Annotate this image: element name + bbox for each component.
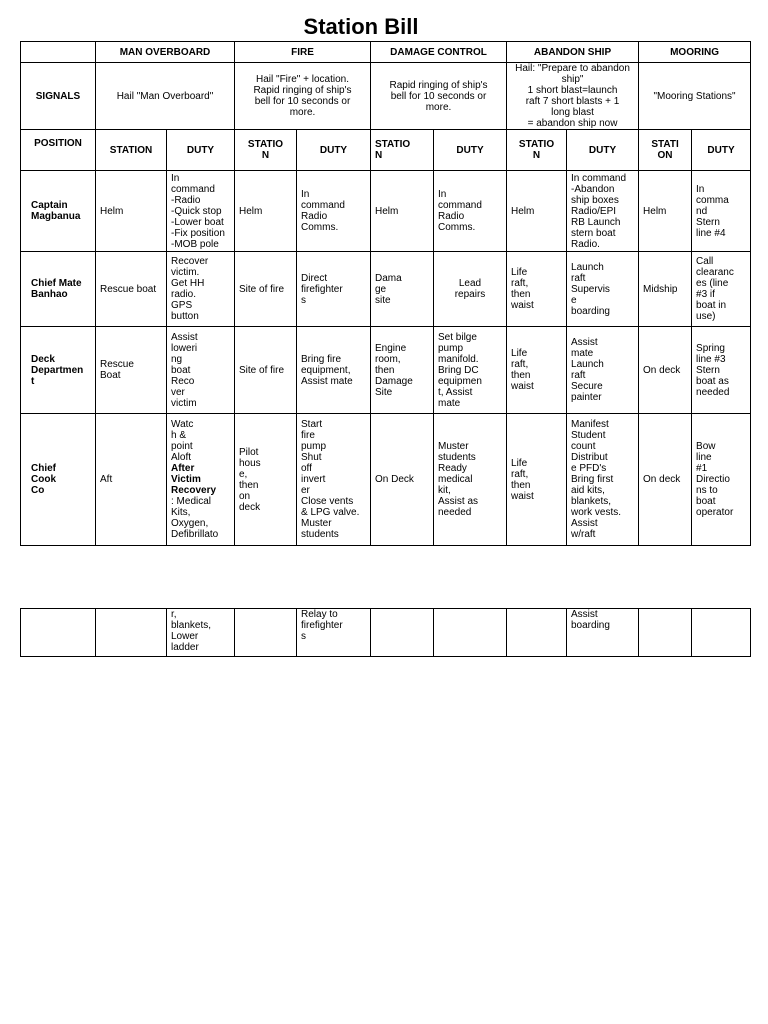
- dc-duty-cell: Muster students Ready medical kit, Assist as needed: [434, 414, 507, 546]
- signal-mooring: "Mooring Stations": [639, 63, 751, 130]
- moor-station-cell: Helm: [639, 171, 692, 252]
- position-header-row: [21, 130, 751, 171]
- position-chief-cook: Chief Cook Co: [21, 414, 96, 546]
- moor-station-header: STATI ON: [639, 130, 692, 171]
- dc-station-cell: Helm: [371, 171, 434, 252]
- dc-station-cell: Dama ge site: [371, 252, 434, 327]
- header-mooring: MOORING: [639, 42, 751, 63]
- as-duty-cell: Assist mate Launch raft Secure painter: [567, 327, 639, 414]
- empty-cell: [21, 609, 96, 657]
- page-title: Station Bill: [303, 14, 419, 39]
- empty-cell: [507, 609, 567, 657]
- fire-duty-cell: In command Radio Comms.: [297, 171, 371, 252]
- dc-duty-cell: In command Radio Comms.: [434, 171, 507, 252]
- dc-station-cell: Engine room, then Damage Site: [371, 327, 434, 414]
- mob-duty-part-a: Watc h & point Aloft: [171, 419, 194, 463]
- column-header-row: [21, 42, 751, 63]
- signal-man-overboard: Hail "Man Overboard": [96, 63, 235, 130]
- header-fire: FIRE: [235, 42, 371, 63]
- mob-duty-cell: In command -Radio -Quick stop -Lower boat -Fix position -MOB pole: [167, 171, 235, 252]
- mob-duty-continued: r, blankets, Lower ladder: [167, 609, 235, 657]
- mob-duty-cell: [167, 414, 235, 546]
- empty-cell: [235, 609, 297, 657]
- empty-cell: [639, 609, 692, 657]
- station-bill-table: [20, 41, 751, 546]
- signal-abandon-ship: Hail: "Prepare to abandon ship" 1 short blast=launch raft 7 short blasts + 1 long blast = abandon ship now: [507, 63, 639, 130]
- as-station-cell: Life raft, then waist: [507, 252, 567, 327]
- fire-duty-continued: Relay to firefighter s: [297, 609, 371, 657]
- empty-cell: [692, 609, 751, 657]
- as-station-header: STATIO N: [507, 130, 567, 171]
- as-duty-header: DUTY: [567, 130, 639, 171]
- mob-station-cell: Helm: [96, 171, 167, 252]
- moor-duty-cell: Spring line #3 Stern boat as needed: [692, 327, 751, 414]
- fire-duty-cell: Bring fire equipment, Assist mate: [297, 327, 371, 414]
- header-abandon-ship: ABANDON SHIP: [507, 42, 639, 63]
- table-row: [21, 171, 751, 252]
- moor-station-cell: On deck: [639, 327, 692, 414]
- continuation-table: [20, 608, 751, 657]
- position-captain: Captain Magbanua: [21, 171, 96, 252]
- signals-row: [21, 63, 751, 130]
- fire-station-cell: Site of fire: [235, 327, 297, 414]
- as-duty-cell: In command -Abandon ship boxes Radio/EPI RB Launch stern boat Radio.: [567, 171, 639, 252]
- dc-duty-cell: Lead repairs: [434, 252, 507, 327]
- mob-station-cell: Rescue boat: [96, 252, 167, 327]
- mob-station-header: STATION: [96, 130, 167, 171]
- header-man-overboard: MAN OVERBOARD: [96, 42, 235, 63]
- continuation-row: [21, 609, 751, 657]
- moor-station-cell: On deck: [639, 414, 692, 546]
- mob-duty-part-c: : Medical Kits, Oxygen, Defibrillato: [171, 496, 219, 540]
- corner-cell: [21, 42, 96, 63]
- position-deck-department: Deck Departmen t: [21, 327, 96, 414]
- fire-station-cell: Site of fire: [235, 252, 297, 327]
- fire-station-cell: Helm: [235, 171, 297, 252]
- moor-duty-cell: Call clearanc es (line #3 if boat in use): [692, 252, 751, 327]
- signal-damage-control: Rapid ringing of ship's bell for 10 seconds or more.: [371, 63, 507, 130]
- moor-duty-header: DUTY: [692, 130, 751, 171]
- mob-station-cell: Rescue Boat: [96, 327, 167, 414]
- signal-fire: Hail "Fire" + location. Rapid ringing of ship's bell for 10 seconds or more.: [235, 63, 371, 130]
- moor-station-cell: Midship: [639, 252, 692, 327]
- position-chief-mate: Chief Mate Banhao: [21, 252, 96, 327]
- fire-duty-header: DUTY: [297, 130, 371, 171]
- mob-duty-part-b: After Victim Recovery: [171, 463, 217, 496]
- signals-label: SIGNALS: [21, 63, 96, 130]
- as-station-cell: Helm: [507, 171, 567, 252]
- mob-duty-cell: Assist loweri ng boat Reco ver victim: [167, 327, 235, 414]
- table-row: [21, 414, 751, 546]
- as-duty-cell: Manifest Student count Distribut e PFD's Bring first aid kits, blankets, work vests. Assist w/raft: [567, 414, 639, 546]
- mob-duty-header: DUTY: [167, 130, 235, 171]
- as-station-cell: Life raft, then waist: [507, 414, 567, 546]
- mob-station-cell: Aft: [96, 414, 167, 546]
- dc-duty-header: DUTY: [434, 130, 507, 171]
- moor-duty-cell: In comma nd Stern line #4: [692, 171, 751, 252]
- table-row: [21, 327, 751, 414]
- empty-cell: [434, 609, 507, 657]
- header-damage-control: DAMAGE CONTROL: [371, 42, 507, 63]
- fire-station-header: STATIO N: [235, 130, 297, 171]
- as-duty-continued: Assist boarding: [567, 609, 639, 657]
- empty-cell: [96, 609, 167, 657]
- as-station-cell: Life raft, then waist: [507, 327, 567, 414]
- table-row: [21, 252, 751, 327]
- mob-duty-cell: Recover victim. Get HH radio. GPS button: [167, 252, 235, 327]
- dc-station-header: STATIO N: [371, 130, 434, 171]
- fire-duty-cell: Start fire pump Shut off invert er Close vents & LPG valve. Muster students: [297, 414, 371, 546]
- dc-duty-cell: Set bilge pump manifold. Bring DC equipmen t, Assist mate: [434, 327, 507, 414]
- fire-duty-cell: Direct firefighter s: [297, 252, 371, 327]
- as-duty-cell: Launch raft Supervis e boarding: [567, 252, 639, 327]
- moor-duty-cell: Bow line #1 Directio ns to boat operator: [692, 414, 751, 546]
- dc-station-cell: On Deck: [371, 414, 434, 546]
- position-label: POSITION: [21, 130, 96, 171]
- fire-station-cell: Pilot hous e, then on deck: [235, 414, 297, 546]
- empty-cell: [371, 609, 434, 657]
